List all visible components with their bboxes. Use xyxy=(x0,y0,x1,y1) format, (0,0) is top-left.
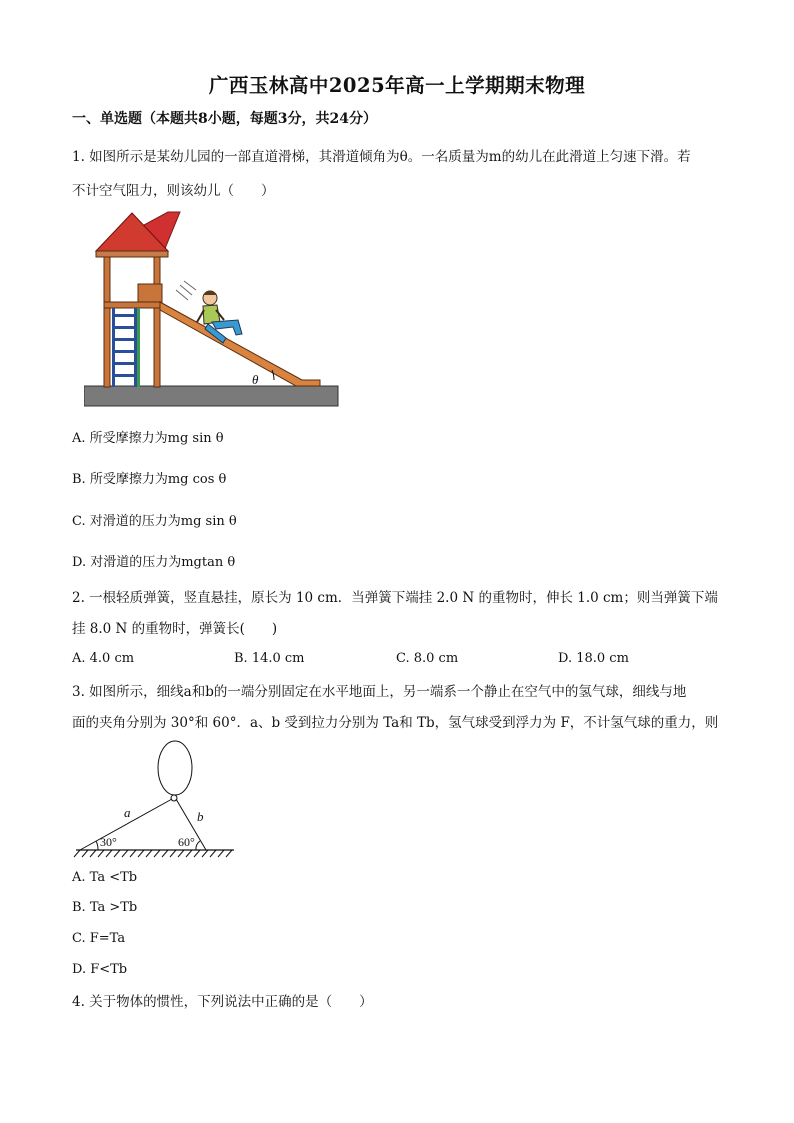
slide-chute xyxy=(160,302,320,386)
q2-line1: 2. 一根轻质弹簧，竖直悬挂，原长为 10 cm．当弹簧下端挂 2.0 N 的重物时，伸长 1.0 cm；则当弹簧下端 xyxy=(72,590,718,606)
q3-option-c: C. F=Ta xyxy=(72,931,126,946)
tower-post-left xyxy=(104,257,110,387)
tower-post-right xyxy=(154,257,160,387)
q3-line1: 3. 如图所示，细线a和b的一端分别固定在水平地面上，另一端系一个静止在空气中的氢气球，细线与地 xyxy=(72,684,687,700)
q3-option-a: A. Ta <Tb xyxy=(72,870,138,885)
q1-line2: 不计空气阻力，则该幼儿（ ） xyxy=(72,183,275,199)
q1-option-b: B. 所受摩擦力为mg cos θ xyxy=(72,472,227,487)
slide-figure xyxy=(84,210,340,408)
q3-line2: 面的夹角分别为 30°和 60°．a、b 受到拉力分别为 Ta和 Tb，氢气球受到浮力为 F，不计氢气球的重力，则 xyxy=(72,715,719,731)
q2-option-a: A. 4.0 cm xyxy=(72,651,135,666)
q3-option-b: B. Ta >Tb xyxy=(72,900,138,915)
label-b: b xyxy=(197,809,204,824)
ground xyxy=(84,386,338,406)
label-a: a xyxy=(124,805,131,820)
slide-angle-label: θ xyxy=(252,372,259,387)
q4-line1: 4. 关于物体的惯性，下列说法中正确的是（ ） xyxy=(72,994,373,1010)
section-heading: 一、单选题（本题共8小题，每题3分，共24分） xyxy=(72,111,377,127)
angle-60-label: 60° xyxy=(178,835,195,849)
q3-option-d: D. F<Tb xyxy=(72,962,128,977)
q1-option-d: D. 对滑道的压力为mgtan θ xyxy=(72,555,236,570)
q2-option-d: D. 18.0 cm xyxy=(558,651,629,666)
angle-30-label: 30° xyxy=(100,835,117,849)
child-figure xyxy=(197,291,242,344)
q1-line1: 1. 如图所示是某幼儿园的一部直道滑梯，其滑道倾角为θ。一名质量为m的幼儿在此滑道上匀速下滑。若 xyxy=(72,149,691,165)
page-title: 广西玉林高中2025年高一上学期期末物理 xyxy=(208,74,586,97)
q1-option-a: A. 所受摩擦力为mg sin θ xyxy=(72,431,224,446)
q2-line2: 挂 8.0 N 的重物时，弹簧长( ) xyxy=(72,621,278,637)
q2-option-b: B. 14.0 cm xyxy=(234,651,305,666)
q2-option-c: C. 8.0 cm xyxy=(396,651,459,666)
q2-options-row xyxy=(72,651,722,666)
balloon-figure xyxy=(72,738,238,860)
q1-option-c: C. 对滑道的压力为mg sin θ xyxy=(72,514,237,529)
balloon xyxy=(158,741,192,795)
